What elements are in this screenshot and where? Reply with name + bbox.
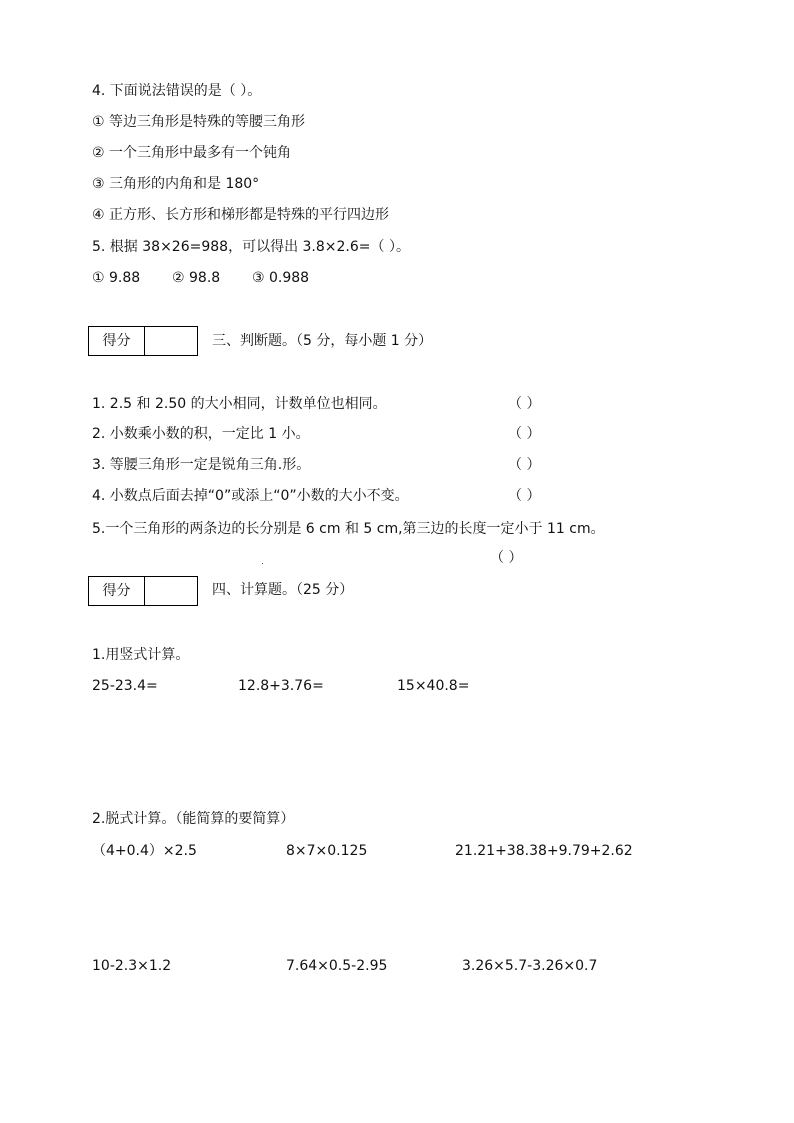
judge-item-4: 4. 小数点后面去掉“0”或添上“0”小数的大小不变。 <box>92 488 409 504</box>
score-blank <box>145 577 197 605</box>
score-label: 得分 <box>89 327 145 355</box>
score-box-section-3 <box>88 326 198 356</box>
judge-paren-4: （ ） <box>508 488 541 504</box>
question-4-option-2: ② 一个三角形中最多有一个钝角 <box>92 145 292 161</box>
question-5-option-2: ② 98.8 <box>172 270 221 286</box>
step-calc-1: （4+0.4）×2.5 <box>92 843 197 859</box>
judge-item-1: 1. 2.5 和 2.50 的大小相同，计数单位也相同。 <box>92 396 387 412</box>
judge-item-3: 3. 等腰三角形一定是锐角三角.形。 <box>92 457 311 473</box>
question-4-option-4: ④ 正方形、长方形和梯形都是特殊的平行四边形 <box>92 207 389 223</box>
score-box-section-4 <box>88 576 198 606</box>
question-5-stem: 5. 根据 38×26=988，可以得出 3.8×2.6=（ ）。 <box>92 239 410 255</box>
question-4-option-3: ③ 三角形的内角和是 180° <box>92 176 260 192</box>
question-4-stem: 4. 下面说法错误的是（ ）。 <box>92 83 262 99</box>
part-1-heading: 1.用竖式计算。 <box>92 647 190 663</box>
score-blank <box>145 327 197 355</box>
step-calc-5: 7.64×0.5-2.95 <box>286 958 388 974</box>
part-2-heading: 2.脱式计算。（能简算的要简算） <box>92 811 295 827</box>
vertical-calc-1: 25-23.4= <box>92 678 158 694</box>
score-label: 得分 <box>89 577 145 605</box>
judge-paren-5: （ ） <box>490 550 523 566</box>
stray-dot <box>262 563 263 564</box>
vertical-calc-3: 15×40.8= <box>397 678 470 694</box>
step-calc-6: 3.26×5.7-3.26×0.7 <box>462 958 598 974</box>
step-calc-3: 21.21+38.38+9.79+2.62 <box>455 843 633 859</box>
step-calc-4: 10-2.3×1.2 <box>92 958 172 974</box>
vertical-calc-2: 12.8+3.76= <box>238 678 324 694</box>
judge-item-5: 5.一个三角形的两条边的长分别是 6 cm 和 5 cm,第三边的长度一定小于 11 cm。 <box>92 521 605 537</box>
question-5-option-1: ① 9.88 <box>92 270 141 286</box>
judge-paren-3: （ ） <box>508 457 541 473</box>
question-5-option-3: ③ 0.988 <box>252 270 310 286</box>
judge-paren-1: （ ） <box>508 396 541 412</box>
judge-item-2: 2. 小数乘小数的积，一定比 1 小。 <box>92 426 310 442</box>
section-4-title: 四、计算题。（25 分） <box>212 582 354 598</box>
judge-paren-2: （ ） <box>508 426 541 442</box>
step-calc-2: 8×7×0.125 <box>286 843 368 859</box>
section-3-title: 三、判断题。（5 分，每小题 1 分） <box>212 333 433 349</box>
question-4-option-1: ① 等边三角形是特殊的等腰三角形 <box>92 114 306 130</box>
